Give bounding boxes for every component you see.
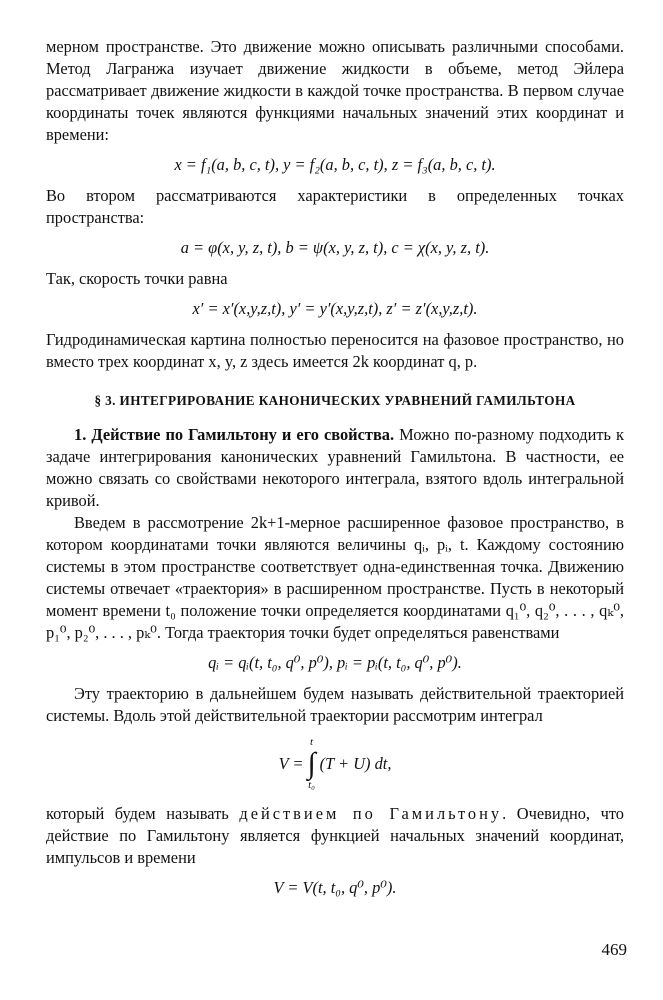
- paragraph-5-text: Можно по-разному подходить к задаче интегрирования канонических уравнений Гамильтона. В частности, ее можно связать со свойствами некоторого интеграла, взятого вдоль интегральной кривой.: [46, 425, 624, 510]
- section-heading: § 3. ИНТЕГРИРОВАНИЕ КАНОНИЧЕСКИХ УРАВНЕНИЙ ГАМИЛЬТОНА: [94, 393, 576, 408]
- paragraph-6: Введем в рассмотрение 2k+1-мерное расширенное фазовое пространство, в котором координатами точки являются величины qᵢ, pᵢ, t. Каждому состоянию системы в этом пространстве соответствует одна-единственная точка. Движению системы отвечает «траектория» в расширенном пространстве. Пусть в некоторый момент времени t₀ положение точки определяется координатами q₁⁰, q₂⁰, . . . , qₖ⁰, p₁⁰, p₂⁰, . . . , pₖ⁰. Тогда траектория точки будет определяться равенствами: [46, 513, 624, 642]
- equation-trajectory: qᵢ = qᵢ(t, t₀, q⁰, p⁰), pᵢ = pᵢ(t, t₀, q⁰, p⁰).: [208, 653, 462, 672]
- equation-velocity: x′ = x′(x,y,z,t), y′ = y′(x,y,z,t), z′ = z′(x,y,z,t).: [192, 299, 478, 318]
- integral-upper-limit: t: [310, 736, 314, 748]
- paragraph-8: [46, 803, 624, 869]
- paragraph-8-text: . Очевидно, что действие по Гамильтону является функцией начальных значений координат, импульсов и времени: [46, 804, 624, 867]
- paragraph-3: Так, скорость точки равна: [46, 269, 228, 288]
- page-body: [46, 36, 624, 908]
- paragraph-7: Эту траекторию в дальнейшем будем называть действительной траекторией системы. Вдоль этой действительной траектории рассмотрим интеграл: [46, 684, 624, 725]
- equation-action-function: V = V(t, t₀, q⁰, p⁰).: [273, 878, 397, 897]
- term-action: действием по Гамильтону: [239, 804, 503, 823]
- integral-symbol: ∫: [307, 747, 316, 780]
- integrand: (T + U) dt,: [319, 754, 392, 773]
- paragraph-1: мерном пространстве. Это движение можно описывать различными способами. Метод Лагранжа изучает движение жидкости в объеме, метод Эйлера рассматривает движение жидкости в каждой точке пространства. В первом случае координаты точек являются функциями начальных значений этих координат и времени:: [46, 37, 624, 144]
- equation-euler: a = φ(x, y, z, t), b = ψ(x, y, z, t), c = χ(x, y, z, t).: [180, 238, 490, 257]
- paragraph-4: Гидродинамическая картина полностью переносится на фазовое пространство, но вместо трех координат x, y, z здесь имеется 2k координат q, p.: [46, 330, 624, 371]
- integral-lhs: V =: [278, 754, 304, 773]
- integral-sign: [307, 737, 315, 791]
- equation-action-integral: [46, 733, 624, 795]
- equation-lagrange: x = f₁(a, b, c, t), y = f₂(a, b, c, t), z = f₃(a, b, c, t).: [174, 155, 496, 174]
- paragraph-2: Во втором рассматриваются характеристики в определенных точках пространства:: [46, 186, 624, 227]
- subsection-title: 1. Действие по Гамильтону и его свойства.: [74, 425, 395, 444]
- page-number: 469: [601, 940, 627, 959]
- paragraph-5: [46, 424, 624, 512]
- paragraph-8-start: который будем называть: [46, 804, 240, 823]
- integral-lower-limit: t₀: [308, 779, 315, 791]
